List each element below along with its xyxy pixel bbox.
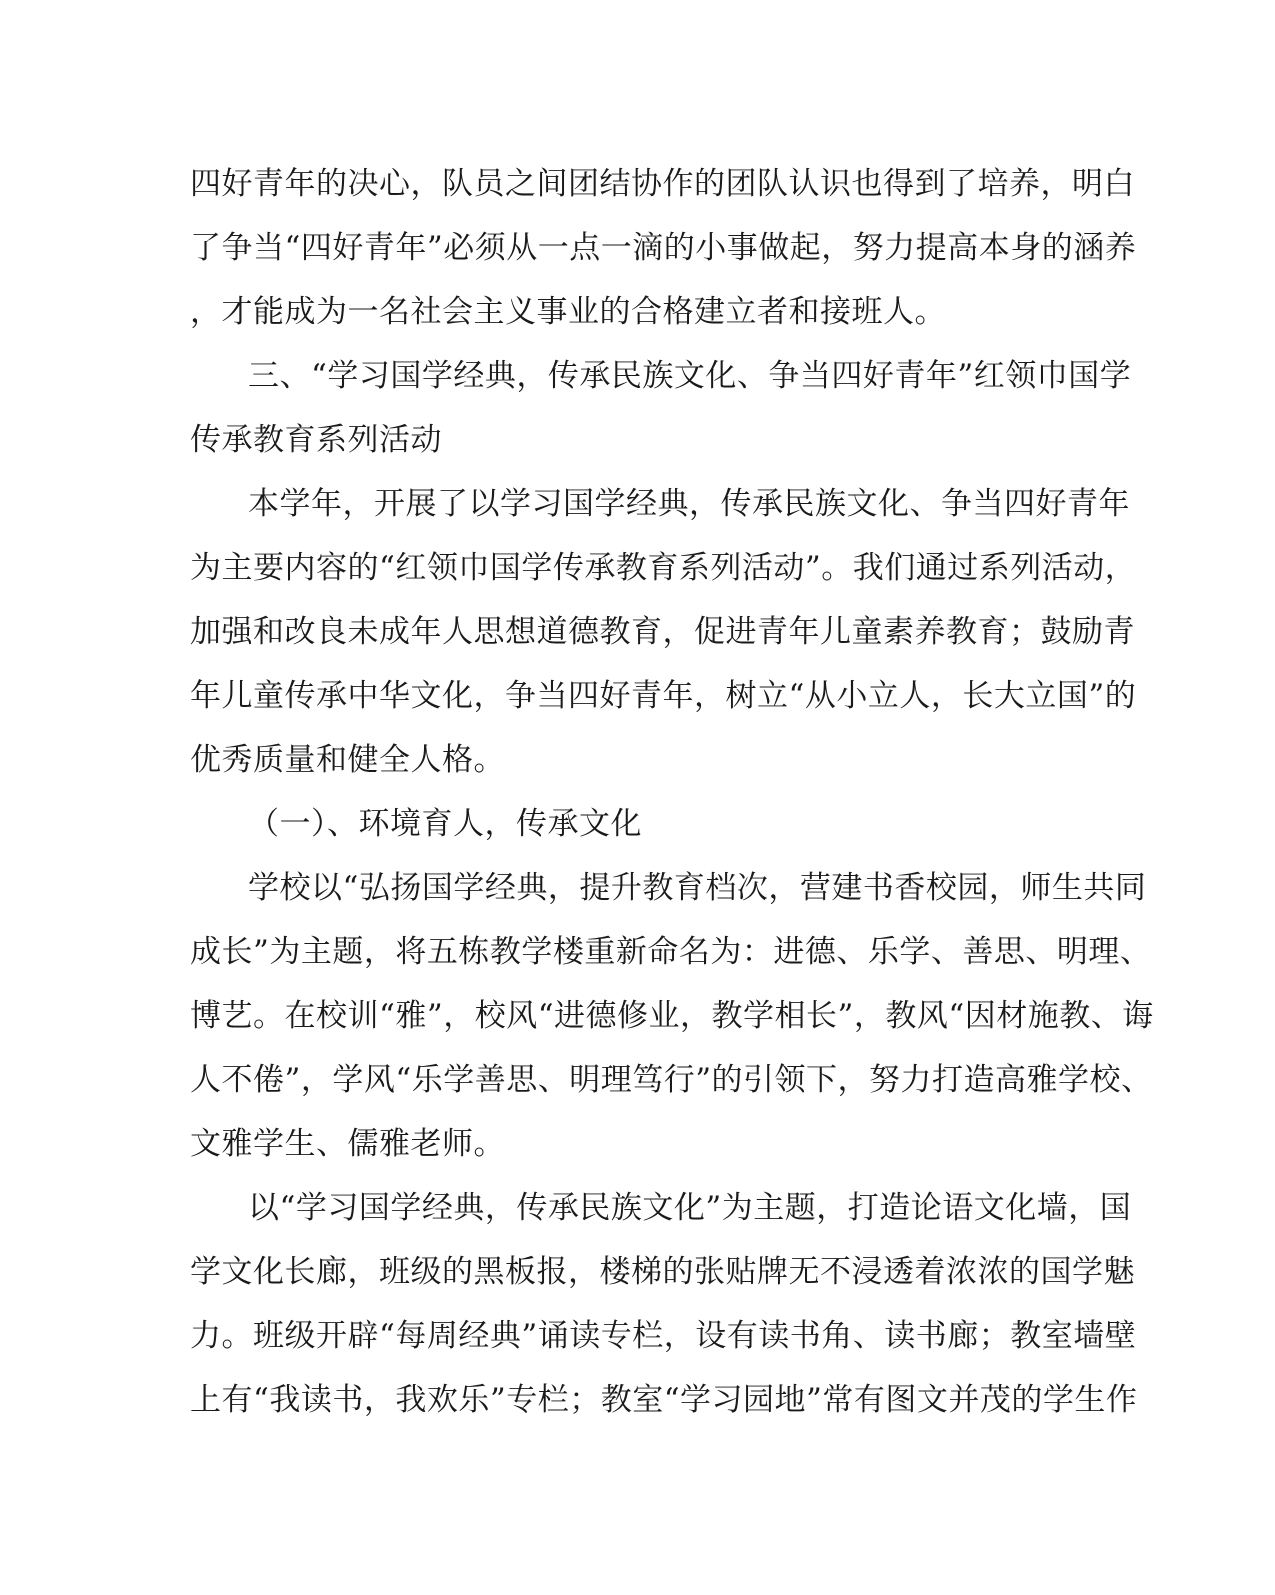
text-line: 优秀质量和健全人格。 xyxy=(190,742,505,778)
text-line: 本学年，开展了以学习国学经典，传承民族文化、争当四好青年 xyxy=(248,486,1130,522)
text-line: 力。班级开辟“每周经典”诵读专栏，设有读书角、读书廊；教室墙壁 xyxy=(190,1318,1137,1354)
text-line: 学文化长廊，班级的黑板报，楼梯的张贴牌无不浸透着浓浓的国学魅 xyxy=(190,1254,1135,1290)
text-line: 了争当“四好青年”必须从一点一滴的小事做起，努力提高本身的涵养 xyxy=(190,230,1137,266)
text-line: 加强和改良未成年人思想道德教育，促进青年儿童素养教育；鼓励青 xyxy=(190,614,1135,650)
text-line: 人不倦”，学风“乐学善思、明理笃行”的引领下，努力打造高雅学校、 xyxy=(190,1062,1153,1098)
section-heading-line: 三、“学习国学经典，传承民族文化、争当四好青年”红领巾国学 xyxy=(248,358,1132,394)
text-line: 学校以“弘扬国学经典，提升教育档次，营建书香校园，师生共同 xyxy=(248,870,1147,906)
subsection-heading: （一）、环境育人，传承文化 xyxy=(248,806,642,842)
text-line: 博艺。在校训“雅”，校风“进德修业，教学相长”，教风“因材施教、诲 xyxy=(190,998,1154,1034)
text-line: 年儿童传承中华文化，争当四好青年，树立“从小立人，长大立国”的 xyxy=(190,678,1137,714)
text-line: ，才能成为一名社会主义事业的合格建立者和接班人。 xyxy=(190,294,946,330)
text-line: 四好青年的决心，队员之间团结协作的团队认识也得到了培养，明白 xyxy=(190,166,1135,202)
text-line: 上有“我读书，我欢乐”专栏；教室“学习园地”常有图文并茂的学生作 xyxy=(190,1382,1138,1418)
text-line: 以“学习国学经典，传承民族文化”为主题，打造论语文化墙，国 xyxy=(248,1190,1132,1226)
text-line: 文雅学生、儒雅老师。 xyxy=(190,1126,505,1162)
section-heading-line: 传承教育系列活动 xyxy=(190,422,442,458)
text-line: 成长”为主题，将五栋教学楼重新命名为：进德、乐学、善思、明理、 xyxy=(190,934,1152,970)
text-line: 为主要内容的“红领巾国学传承教育系列活动”。我们通过系列活动， xyxy=(190,550,1137,586)
